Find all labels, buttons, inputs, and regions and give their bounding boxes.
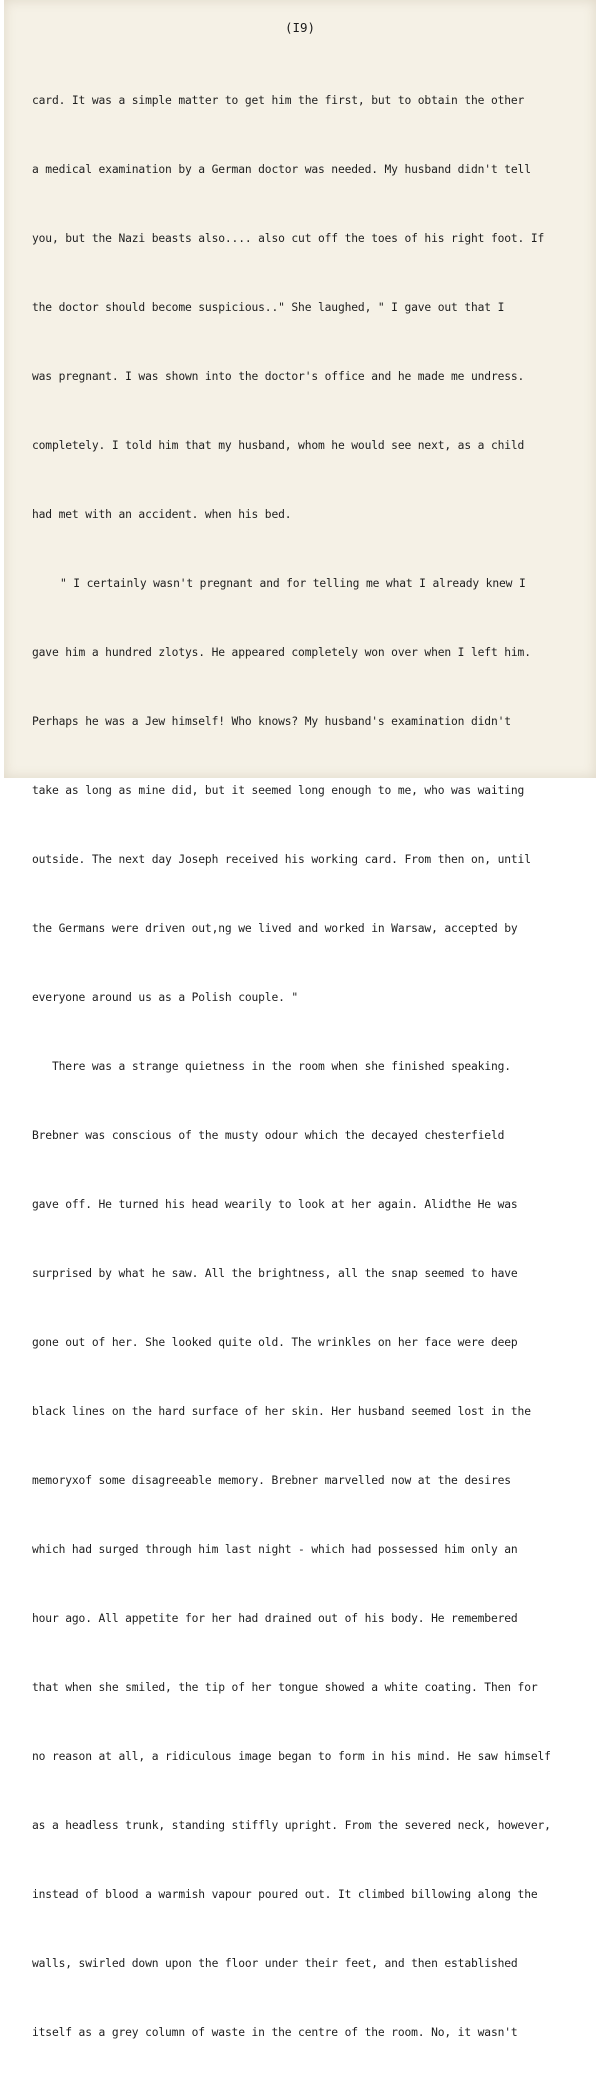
text-line: completely. I told him that my husband, whom he would see next, as a child — [32, 439, 525, 452]
text-line: black lines on the hard surface of her skin. Her husband seemed lost in the — [32, 1405, 531, 1418]
text-line: instead of blood a warmish vapour poured out. It climbed billowing along the — [32, 1888, 538, 1901]
page-body-text — [32, 43, 592, 2090]
typewritten-page — [4, 0, 596, 2039]
text-line: gave him a hundred zlotys. He appeared completely won over when I left him. — [32, 646, 531, 659]
text-line: memoryxof some disagreeable memory. Brebner marvelled now at the desires — [32, 1474, 511, 1487]
text-line: had met with an accident. when his bed. — [32, 508, 292, 521]
text-line: " I certainly wasn't pregnant and for telling me what I already knew I — [60, 577, 526, 590]
text-line: that when she smiled, the tip of her tongue showed a white coating. Then for — [32, 1681, 538, 1694]
text-line: Brebner was conscious of the musty odour which the decayed chesterfield — [32, 1129, 505, 1142]
text-line: take as long as mine did, but it seemed long enough to me, who was waiting — [32, 784, 525, 797]
text-line: hour ago. All appetite for her had drained out of his body. He remembered — [32, 1612, 518, 1625]
text-line: gone out of her. She looked quite old. The wrinkles on her face were deep — [32, 1336, 518, 1349]
text-line: which had surged through him last night - which had possessed him only an — [32, 1543, 518, 1556]
text-line: surprised by what he saw. All the brightness, all the snap seemed to have — [32, 1267, 518, 1280]
text-line: was pregnant. I was shown into the doctor's office and he made me undress. — [32, 370, 525, 383]
text-line: no reason at all, a ridiculous image began to form in his mind. He saw himself — [32, 1750, 551, 1763]
text-line: everyone around us as a Polish couple. " — [32, 991, 299, 1004]
text-line: outside. The next day Joseph received his working card. From then on, until — [32, 853, 531, 866]
text-line: card. It was a simple matter to get him the first, but to obtain the other — [32, 94, 525, 107]
text-line: the doctor should become suspicious.." She laughed, " I gave out that I — [32, 301, 505, 314]
page-number: (I9) — [284, 20, 316, 35]
text-line: the Germans were driven out,ng we lived and worked in Warsaw, accepted by — [32, 922, 518, 935]
text-line: Perhaps he was a Jew himself! Who knows? My husband's examination didn't — [32, 715, 511, 728]
text-line: you, but the Nazi beasts also.... also cut off the toes of his right foot. If — [32, 232, 545, 245]
text-line: as a headless trunk, standing stiffly upright. From the severed neck, however, — [32, 1819, 551, 1832]
text-line: gave off. He turned his head wearily to look at her again. Alidthe He was — [32, 1198, 518, 1211]
text-line: itself as a grey column of waste in the centre of the room. No, it wasn't — [32, 2026, 518, 2039]
text-line: walls, swirled down upon the floor under their feet, and then established — [32, 1957, 518, 1970]
text-line: There was a strange quietness in the room when she finished speaking. — [52, 1060, 511, 1073]
text-line: a medical examination by a German doctor was needed. My husband didn't tell — [32, 163, 531, 176]
